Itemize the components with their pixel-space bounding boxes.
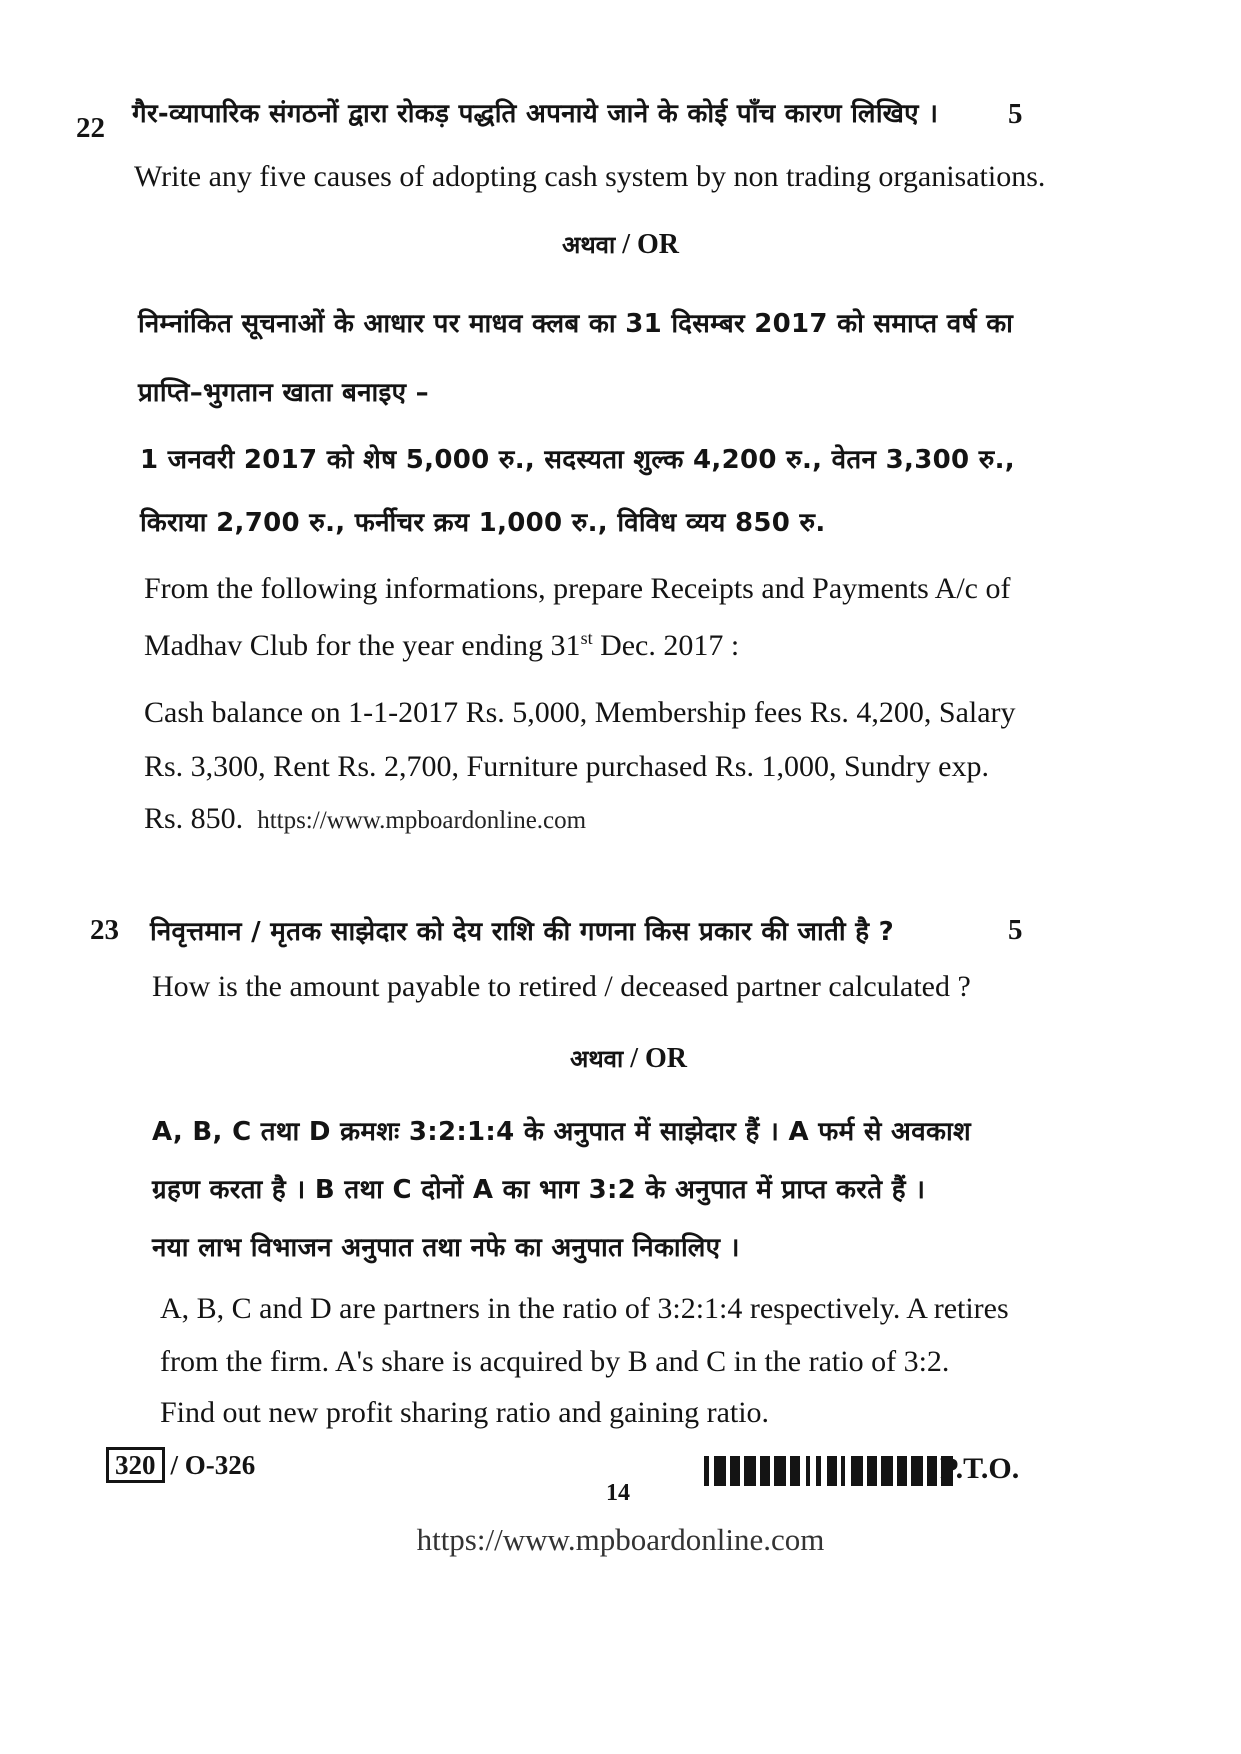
- q23-alt-hindi-line-2: ग्रहण करता है । B तथा C दोनों A का भाग 3:2 के अनुपात में प्राप्त करते हैं ।: [152, 1175, 926, 1205]
- q23-alt-english-line-3: Find out new profit sharing ratio and gaining ratio.: [160, 1396, 770, 1429]
- q22-alt-hindi-line-2: प्राप्ति–भुगतान खाता बनाइए –: [138, 378, 429, 408]
- or-english: OR: [637, 229, 679, 260]
- q22-alt-english-line-5: [144, 802, 586, 836]
- q22-hindi-text: गैर-व्यापारिक संगठनों द्वारा रोकड़ पद्धति अपनाये जाने के कोई पाँच कारण लिखिए ।: [132, 99, 939, 129]
- page-number: 14: [606, 1480, 630, 1506]
- q23-or-label: [8, 1042, 1241, 1075]
- paper-code-boxed: 320: [106, 1447, 165, 1483]
- paper-code-rest: / O-326: [170, 1450, 256, 1480]
- q23-hindi-text: निवृत्तमान / मृतक साझेदार को देय राशि की गणना किस प्रकार की जाती है ?: [150, 917, 895, 947]
- date-superscript: st: [580, 628, 593, 648]
- or-separator: /: [622, 229, 630, 260]
- question-number-23: 23: [90, 914, 119, 946]
- q22-alt-hindi-line-4: किराया 2,700 रु., फर्नीचर क्रय 1,000 रु., विविध व्यय 850 रु.: [140, 508, 826, 538]
- q23-english-text: How is the amount payable to retired / deceased partner calculated ?: [152, 970, 971, 1003]
- q23-marks: 5: [1008, 914, 1023, 946]
- q22-alt-hindi-line-1: निम्नांकित सूचनाओं के आधार पर माधव क्लब का 31 दिसम्बर 2017 को समाप्त वर्ष का: [138, 309, 1014, 339]
- or-hindi: अथवा: [561, 231, 616, 259]
- q23-alt-hindi-line-1: A, B, C तथा D क्रमशः 3:2:1:4 के अनुपात में साझेदार हैं । A फर्म से अवकाश: [152, 1117, 971, 1147]
- q22-alt-hindi-line-3: 1 जनवरी 2017 को शेष 5,000 रु., सदस्यता शुल्क 4,200 रु., वेतन 3,300 रु.,: [140, 445, 1015, 475]
- barcode: [704, 1456, 953, 1486]
- q22-english-text: Write any five causes of adopting cash system by non trading organisations.: [134, 160, 1046, 193]
- or-separator: /: [630, 1043, 638, 1074]
- q23-alt-english-line-2: from the firm. A's share is acquired by B and C in the ratio of 3:2.: [160, 1345, 950, 1378]
- date-suffix: Dec. 2017 :: [592, 629, 740, 662]
- q22-alt-english-line-5-text: Rs. 850.: [144, 802, 244, 835]
- q22-or-label: [0, 228, 1241, 261]
- q23-alt-hindi-line-3: नया लाभ विभाजन अनुपात तथा नफे का अनुपात निकालिए ।: [152, 1233, 740, 1263]
- question-number-22: 22: [76, 112, 105, 144]
- q22-alt-english-line-2-text: Madhav Club for the year ending 31: [144, 629, 581, 662]
- q22-alt-english-line-3: Cash balance on 1-1-2017 Rs. 5,000, Membership fees Rs. 4,200, Salary: [144, 696, 1016, 729]
- pto-label: P.T.O.: [940, 1452, 1020, 1485]
- inline-url-link[interactable]: https://www.mpboardonline.com: [257, 807, 587, 834]
- footer-url-link[interactable]: https://www.mpboardonline.com: [416, 1522, 825, 1557]
- q23-alt-english-line-1: A, B, C and D are partners in the ratio of 3:2:1:4 respectively. A retires: [160, 1292, 1009, 1325]
- q22-alt-english-line-1: From the following informations, prepare Receipts and Payments A/c of: [144, 572, 1011, 605]
- or-hindi: अथवा: [569, 1045, 624, 1073]
- paper-code: [106, 1450, 255, 1481]
- q22-marks: 5: [1008, 98, 1023, 130]
- q22-alt-english-line-4: Rs. 3,300, Rent Rs. 2,700, Furniture purchased Rs. 1,000, Sundry exp.: [144, 750, 989, 783]
- or-english: OR: [645, 1043, 687, 1074]
- q22-alt-english-line-2: [144, 628, 739, 663]
